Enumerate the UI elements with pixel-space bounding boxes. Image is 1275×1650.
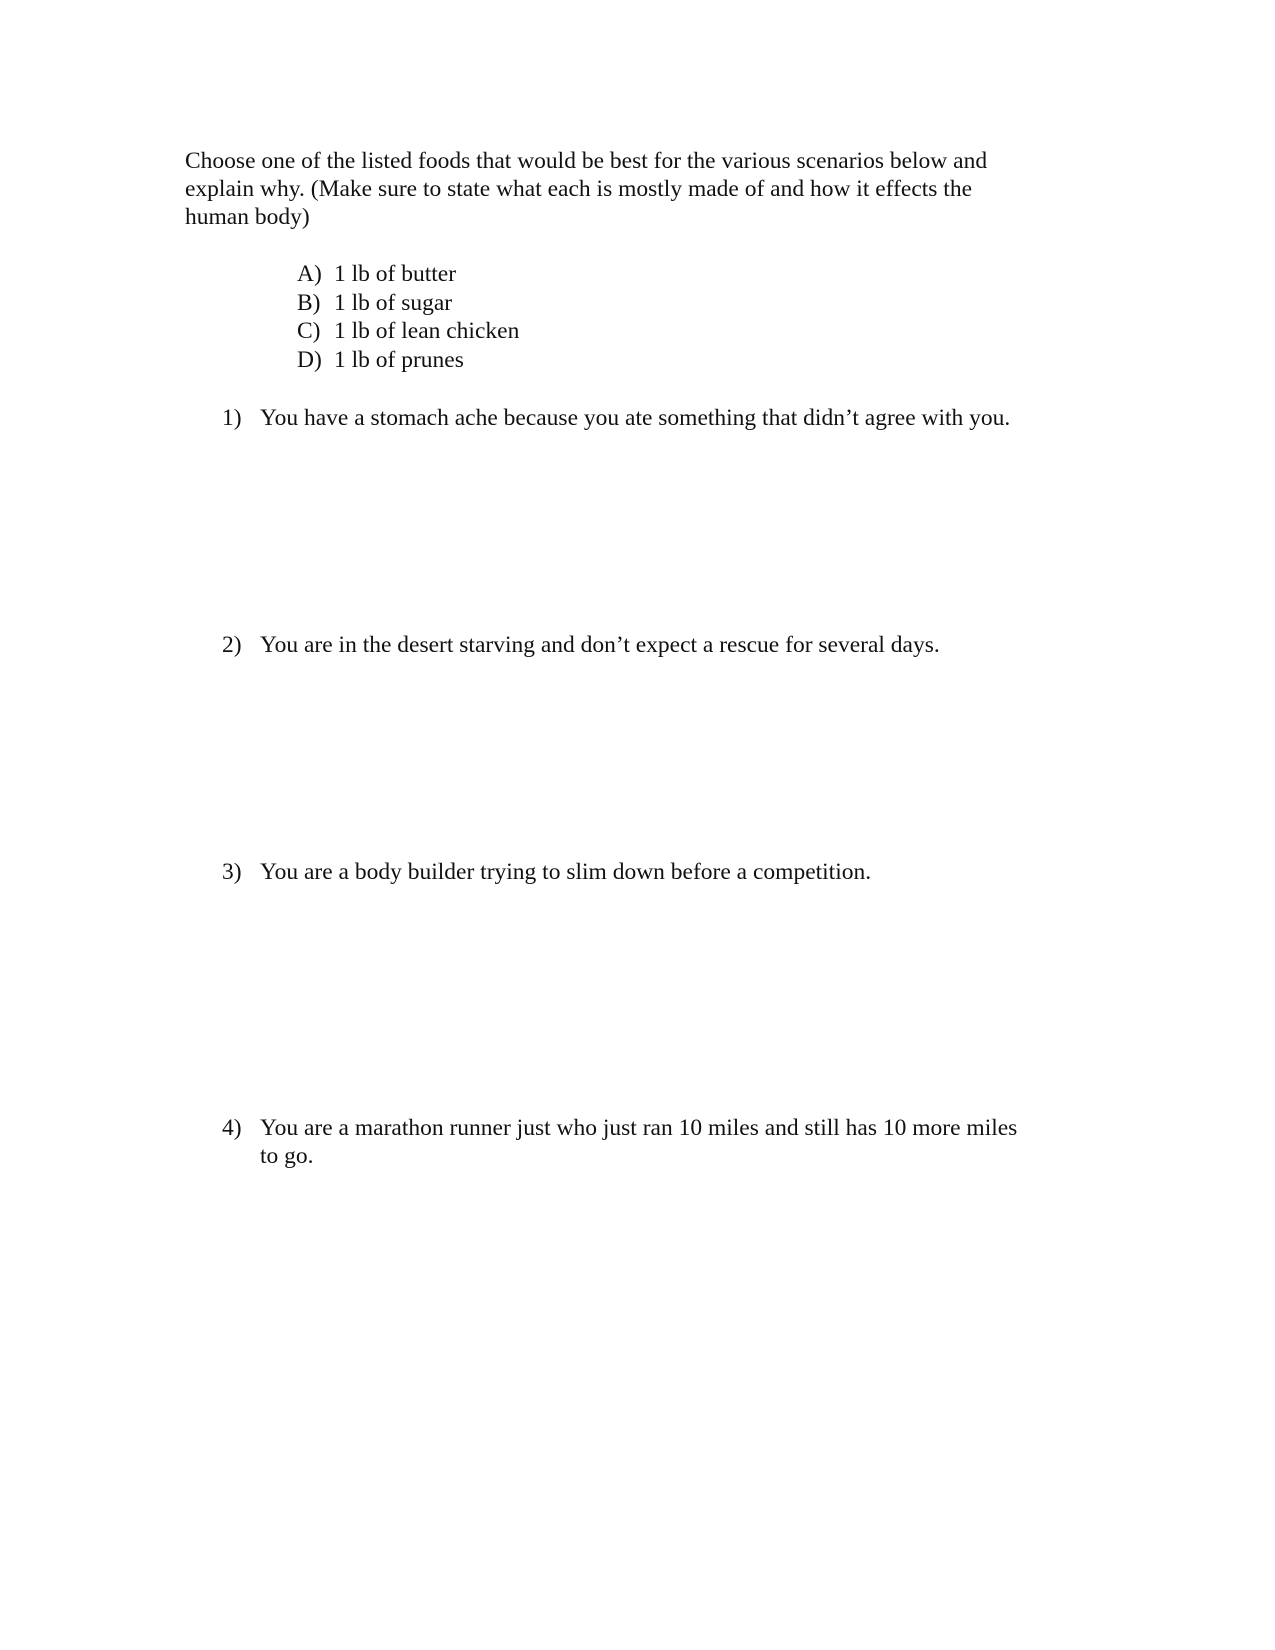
option-text: 1 lb of sugar [334,289,453,316]
question-line: You are in the desert starving and don’t expect a rescue for several days. [260,632,940,658]
question-number: 4) [222,1115,242,1141]
question-4 [222,1114,1017,1170]
question-text [260,631,940,659]
food-options-list [297,260,519,374]
option-letter: B) [297,289,321,316]
question-1 [222,404,1010,432]
question-line: You are a body builder trying to slim down before a competition. [260,859,872,885]
question-line: You have a stomach ache because you ate something that didn’t agree with you. [260,405,1011,431]
question-number: 3) [222,859,242,885]
food-option [297,317,519,346]
question-3 [222,858,871,886]
food-option [297,260,519,289]
instructions-line: human body) [185,204,310,230]
option-letter: C) [297,318,321,344]
instructions-line: Choose one of the listed foods that would be best for the various scenarios below and [185,148,988,174]
instructions-line: explain why. (Make sure to state what each is mostly made of and how it effects the [185,176,973,202]
question-line: to go. [260,1143,314,1169]
option-text: 1 lb of butter [334,261,457,287]
question-text [260,404,1010,432]
food-option [297,346,519,375]
question-text [260,1114,1017,1170]
question-2 [222,631,940,659]
option-text: 1 lb of lean chicken [334,318,520,344]
option-letter: D) [297,346,322,373]
instructions-paragraph [185,147,1065,231]
option-text: 1 lb of prunes [334,346,464,373]
option-letter: A) [297,261,322,287]
question-text [260,858,871,886]
food-option [297,289,519,318]
question-number: 2) [222,632,242,658]
question-line: You are a marathon runner just who just ran 10 miles and still has 10 more miles [260,1115,1018,1141]
question-number: 1) [222,405,242,431]
